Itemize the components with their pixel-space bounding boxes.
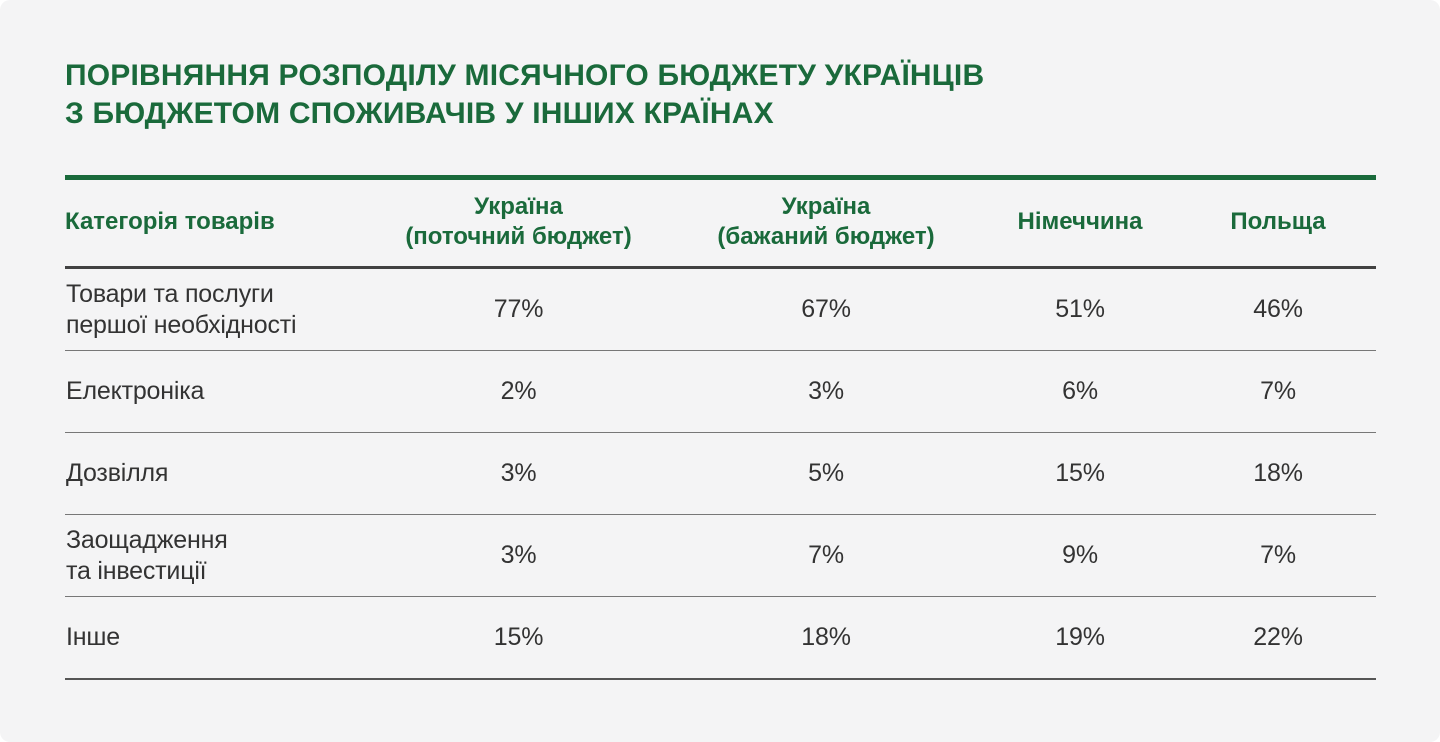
category-label-line1: Інше	[66, 623, 120, 651]
value-cell: 3%	[672, 351, 980, 433]
value-cell: 3%	[365, 433, 672, 515]
table-row	[65, 597, 1376, 680]
value-cell: 7%	[1180, 515, 1376, 597]
value-cell: 5%	[672, 433, 980, 515]
value-cell: 15%	[365, 597, 672, 680]
value-cell: 18%	[672, 597, 980, 680]
column-header-ukraine-current	[365, 178, 672, 268]
column-header-germany-label: Німеччина	[1017, 208, 1143, 235]
category-label-line1: Електроніка	[66, 377, 205, 405]
row-category-electronics	[65, 351, 365, 433]
value-cell: 3%	[365, 515, 672, 597]
category-label-line1: Заощадження	[66, 525, 228, 554]
column-header-poland-label: Польща	[1230, 208, 1326, 235]
table-row	[65, 433, 1376, 515]
column-header-category-label: Категорія товарів	[65, 208, 275, 235]
column-header-ukraine-desired-line1: Україна	[781, 193, 871, 220]
page-title-line-2: З БЮДЖЕТОМ СПОЖИВАЧІВ У ІНШИХ КРАЇНАХ	[65, 97, 774, 130]
value-cell: 15%	[980, 433, 1180, 515]
value-cell: 7%	[672, 515, 980, 597]
column-header-ukraine-current-line1: Україна	[474, 193, 563, 220]
column-header-poland	[1180, 178, 1376, 268]
value-cell: 19%	[980, 597, 1180, 680]
value-cell: 6%	[980, 351, 1180, 433]
table-header-row	[65, 178, 1376, 268]
value-cell: 46%	[1180, 268, 1376, 351]
page-title	[65, 57, 1376, 133]
page-title-line-1: ПОРІВНЯННЯ РОЗПОДІЛУ МІСЯЧНОГО БЮДЖЕТУ УКРАЇНЦІВ	[65, 59, 985, 92]
category-label-line1: Дозвілля	[66, 459, 169, 487]
value-cell: 51%	[980, 268, 1180, 351]
value-cell: 18%	[1180, 433, 1376, 515]
column-header-ukraine-desired	[672, 178, 980, 268]
column-header-ukraine-current-line2: (поточний бюджет)	[405, 223, 632, 250]
value-cell: 22%	[1180, 597, 1376, 680]
table-row	[65, 351, 1376, 433]
value-cell: 2%	[365, 351, 672, 433]
table-row	[65, 268, 1376, 351]
value-cell: 77%	[365, 268, 672, 351]
budget-comparison-table	[65, 175, 1376, 680]
table-row	[65, 515, 1376, 597]
column-header-ukraine-desired-line2: (бажаний бюджет)	[717, 223, 935, 250]
column-header-category	[65, 178, 365, 268]
category-label-line2: першої необхідності	[66, 310, 297, 339]
value-cell: 9%	[980, 515, 1180, 597]
category-label-line1: Товари та послуги	[66, 279, 274, 308]
value-cell: 7%	[1180, 351, 1376, 433]
row-category-essentials	[65, 268, 365, 351]
category-label-line2: та інвестиції	[66, 556, 207, 585]
column-header-germany	[980, 178, 1180, 268]
value-cell: 67%	[672, 268, 980, 351]
row-category-savings	[65, 515, 365, 597]
row-category-other	[65, 597, 365, 680]
row-category-leisure	[65, 433, 365, 515]
